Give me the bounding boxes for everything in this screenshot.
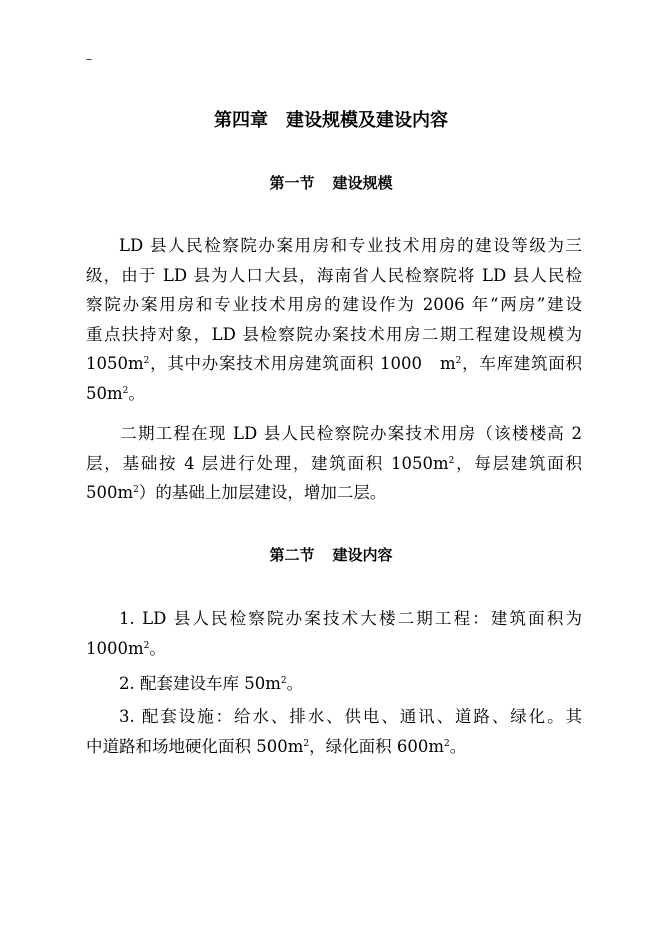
section2-heading	[0, 544, 662, 566]
text-line: $1050m^2$，其中办案技术用房建筑面积 1000 $m^2$，车库建筑面积	[86, 354, 582, 373]
section2-title: 建设内容	[332, 546, 393, 564]
section1-heading	[0, 172, 662, 194]
text-line: 重点扶持对象，LD 县检察院办案技术用房二期工程建设规模为	[86, 324, 582, 344]
header-mark: –	[86, 52, 92, 66]
section1-number: 第一节	[269, 174, 315, 192]
chapter-heading	[0, 108, 662, 134]
text-line: 3. 配套设施：给水、排水、供电、通讯、道路、绿化。其	[119, 707, 582, 726]
text-line: 2. 配套建设车库 $50m^2$。	[119, 674, 304, 693]
chapter-number: 第四章	[214, 110, 268, 131]
list-item-2	[86, 669, 582, 699]
section2-number: 第二节	[269, 546, 315, 564]
text-line: 中道路和场地硬化面积 $500m^2$，绿化面积 $600m^2$。	[86, 736, 467, 756]
paragraph-scale	[86, 231, 582, 408]
text-line: LD 县人民检察院办案用房和专业技术用房的建设等级为三	[119, 236, 582, 255]
paragraph-phase2	[86, 419, 582, 508]
text-line: 察院办案用房和专业技术用房的建设作为 2006 年“两房”建设	[86, 295, 582, 314]
text-line: $500m^2$）的基础上加层建设，增加二层。	[86, 483, 387, 502]
section1-title: 建设规模	[332, 174, 393, 192]
text-line: 层，基础按 4 层进行处理，建筑面积 $1050m^2$，每层建筑面积	[86, 453, 583, 473]
text-line: 1. LD 县人民检察院办案技术大楼二期工程：建筑面积为	[119, 609, 582, 628]
chapter-title: 建设规模及建设内容	[286, 110, 448, 131]
text-line: 级，由于 LD 县为人口大县，海南省人民检察院将 LD 县人民检	[86, 265, 582, 285]
list-item-1	[86, 604, 582, 663]
text-line: $50m^2$。	[86, 383, 145, 403]
text-line: 二期工程在现 LD 县人民检察院办案技术用房（该楼楼高 2	[119, 424, 582, 443]
text-line: $1000m^2$。	[86, 638, 166, 658]
list-item-3	[86, 702, 582, 761]
